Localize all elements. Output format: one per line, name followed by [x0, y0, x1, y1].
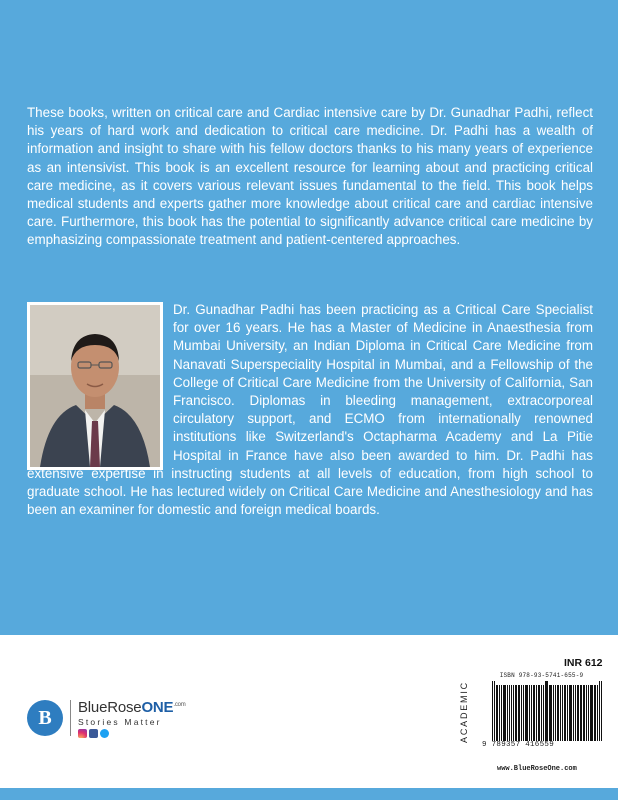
barcode-bar — [597, 685, 598, 741]
publisher-brand: BlueRoseONE$^{.com}$ — [78, 698, 186, 716]
barcode-bar — [575, 685, 576, 741]
barcode-bar — [507, 685, 508, 741]
publisher-logo-text — [78, 699, 186, 738]
author-bio-text: Dr. Gunadhar Padhi has been practicing as a Critical Care Specialist for over 16 years. He has a Master of Medicine in Anaesthesia from Mumbai University, an Indian Diploma in Critical Care Medicine from Nanavati Superspeciality Hospital in Mumbai, and a Fellowship of the College of Critical Care Medicine from the University of California, San Francisco. Diplomas in bleeding management, extracorporeal circulatory support, and ECMO from internationally renowned institutions like Switzerland's Octapharma Academy and La Pitie Hospital in France have also been awarded to him. Dr. Padhi has extensive expertise in instructing students at all levels of education, from high school to graduate school. He has lectured widely on Critical Care Medicine and Anesthesiology and has been an examiner for domestic and foreign medical boards. — [27, 302, 593, 518]
logo-divider — [70, 700, 71, 736]
barcode-bar — [557, 685, 559, 741]
barcode-bar — [521, 685, 522, 741]
barcode-bar — [543, 685, 544, 741]
category-label: ACADEMIC — [459, 681, 469, 743]
barcode-bar — [492, 681, 493, 741]
barcode-bar — [536, 685, 537, 741]
publisher-logo — [27, 695, 186, 741]
barcode-graphic — [492, 681, 603, 741]
barcode-bar — [577, 685, 579, 741]
price-label: INR 612 — [564, 657, 603, 669]
barcode-bar — [564, 685, 566, 741]
barcode-bar — [588, 685, 589, 741]
twitter-icon — [100, 729, 109, 738]
barcode-bar — [560, 685, 561, 741]
barcode-bar — [567, 685, 568, 741]
barcode-bar — [509, 685, 511, 741]
barcode-bar — [499, 685, 500, 741]
barcode-bar — [545, 681, 546, 741]
instagram-icon — [78, 729, 87, 738]
barcode-bar — [599, 681, 600, 741]
barcode-bar — [594, 685, 596, 741]
barcode-bar — [494, 681, 495, 741]
barcode-bar — [501, 685, 502, 741]
publisher-url: www.BlueRoseOne.com — [497, 765, 577, 773]
barcode-bar — [515, 685, 517, 741]
barcode-bar — [569, 685, 572, 741]
author-bio — [27, 301, 593, 519]
barcode-bar — [583, 685, 585, 741]
barcode-bar — [586, 685, 587, 741]
facebook-icon — [89, 729, 98, 738]
barcode-bar — [529, 685, 530, 741]
barcode-bar — [601, 681, 602, 741]
barcode-bar — [590, 685, 593, 741]
barcode-bar — [546, 681, 548, 741]
barcode-bar — [580, 685, 581, 741]
barcode-bar — [555, 685, 556, 741]
barcode-bar — [525, 685, 528, 741]
barcode-bar — [549, 685, 552, 741]
barcode-bar — [523, 685, 524, 741]
isbn-barcode — [480, 670, 603, 762]
isbn-text: ISBN 978-93-5741-655-9 — [499, 672, 584, 679]
barcode-bar — [533, 685, 535, 741]
publisher-logo-icon: B — [27, 700, 63, 736]
barcode-bar — [511, 685, 512, 741]
barcode-bar — [581, 685, 582, 741]
barcode-bar — [538, 685, 540, 741]
barcode-bar — [541, 685, 542, 741]
social-icons — [78, 729, 186, 738]
barcode-bar — [496, 685, 498, 741]
barcode-bar — [531, 685, 532, 741]
bottom-edge-strip — [0, 788, 618, 800]
isbn-number: 9 789357 416559 — [482, 741, 555, 749]
barcode-bar — [553, 685, 554, 741]
barcode-bar — [513, 685, 514, 741]
barcode-bar — [503, 685, 506, 741]
barcode-bar — [518, 685, 520, 741]
barcode-bar — [573, 685, 574, 741]
barcode-bar — [562, 685, 563, 741]
publisher-tagline: Stories Matter — [78, 716, 162, 727]
book-blurb: These books, written on critical care and Cardiac intensive care by Dr. Gunadhar Padhi, reflect his years of hard work and dedication to critical care medicine. Dr. Padhi has a wealth of information and insight to share with his fellow doctors thanks to his many years of experience as an intensivist. This book is an excellent resource for learning about and practicing critical care medicine, as it covers various relevant issues fundamental to the field. This book helps medical students and experts gather more knowledge about critical care and cardiac intensive care. Furthermore, this book has the potential to significantly advance critical care medicine by emphasizing compassionate treatment and patient-centered approaches. — [27, 105, 593, 248]
